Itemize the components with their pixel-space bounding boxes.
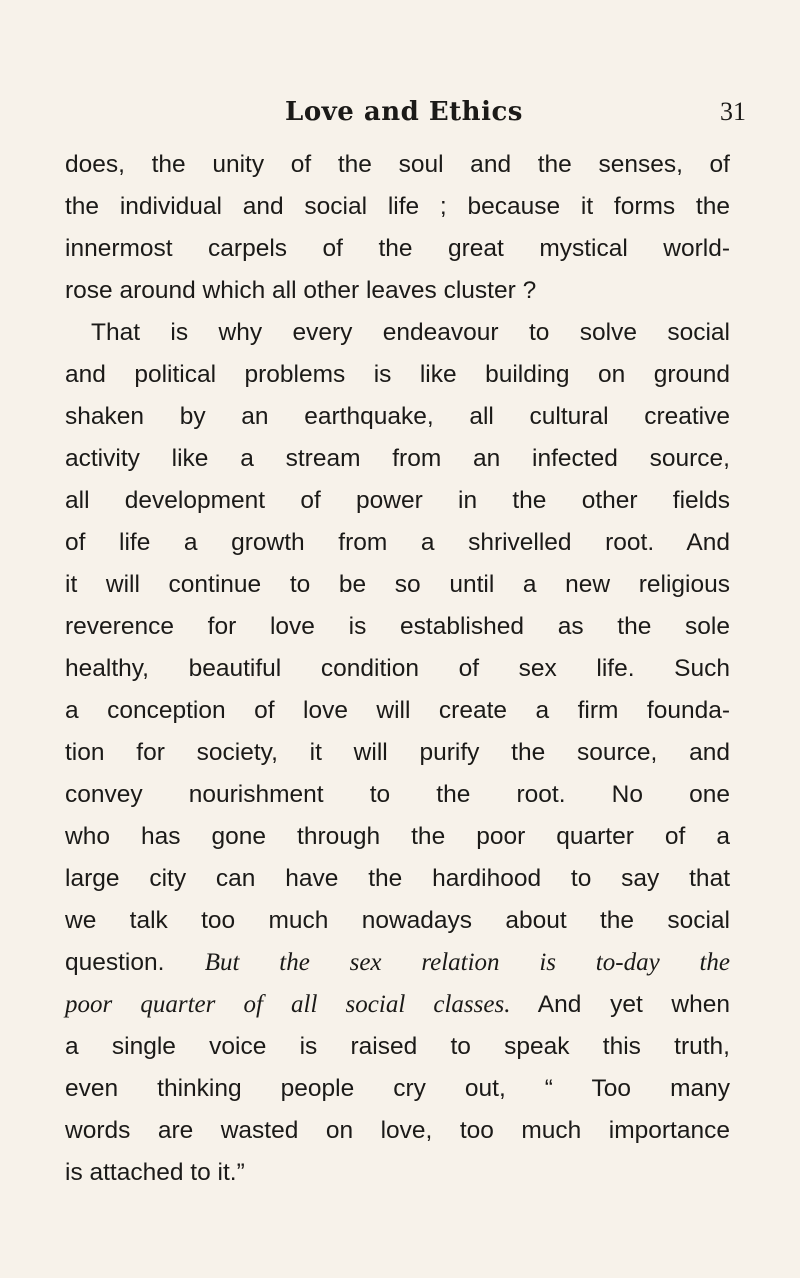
text-line: does, the unity of the soul and the senses, of xyxy=(65,151,730,178)
text-line: a conception of love will create a firm founda- xyxy=(65,697,730,724)
text-line: rose around which all other leaves cluster ? xyxy=(65,277,537,304)
text-line: it will continue to be so until a new religious xyxy=(65,571,730,598)
text-line: shaken by an earthquake, all cultural creative xyxy=(65,403,730,430)
text-line: activity like a stream from an infected source, xyxy=(65,445,730,472)
text-line: convey nourishment to the root. No one xyxy=(65,781,730,808)
text-line: the individual and social life ; because it forms the xyxy=(65,193,730,220)
page-number: 31 xyxy=(720,97,746,126)
text-line-with-italic xyxy=(65,984,730,1026)
text-line: healthy, beautiful condition of sex life. Such xyxy=(65,655,730,682)
text-line-with-italic xyxy=(65,942,730,984)
text-line: who has gone through the poor quarter of a xyxy=(65,823,730,850)
italic-emphasis: But the sex relation is to-day the xyxy=(204,949,730,976)
text-line: reverence for love is established as the sole xyxy=(65,613,730,640)
text-line: of life a growth from a shrivelled root. And xyxy=(65,529,730,556)
text-line: we talk too much nowadays about the social xyxy=(65,907,730,934)
running-title: Love and Ethics xyxy=(285,97,523,127)
running-header xyxy=(0,92,800,132)
line-end-text: And yet when xyxy=(537,991,730,1018)
text-line: all development of power in the other fields xyxy=(65,487,730,514)
text-line: words are wasted on love, too much importance xyxy=(65,1117,730,1144)
text-line: large city can have the hardihood to say that xyxy=(65,865,730,892)
text-line: even thinking people cry out, “ Too many xyxy=(65,1075,730,1102)
text-line: innermost carpels of the great mystical world- xyxy=(65,235,730,262)
italic-emphasis: poor quarter of all social classes. xyxy=(65,991,511,1018)
text-line: is attached to it.” xyxy=(65,1159,245,1186)
text-line: and political problems is like building on ground xyxy=(65,361,730,388)
text-line: tion for society, it will purify the source, and xyxy=(65,739,730,766)
line-start-text: question. xyxy=(65,949,165,976)
body-text xyxy=(65,144,730,1194)
text-line: a single voice is raised to speak this truth, xyxy=(65,1033,730,1060)
paragraph-start-line: That is why every endeavour to solve social xyxy=(91,319,730,346)
